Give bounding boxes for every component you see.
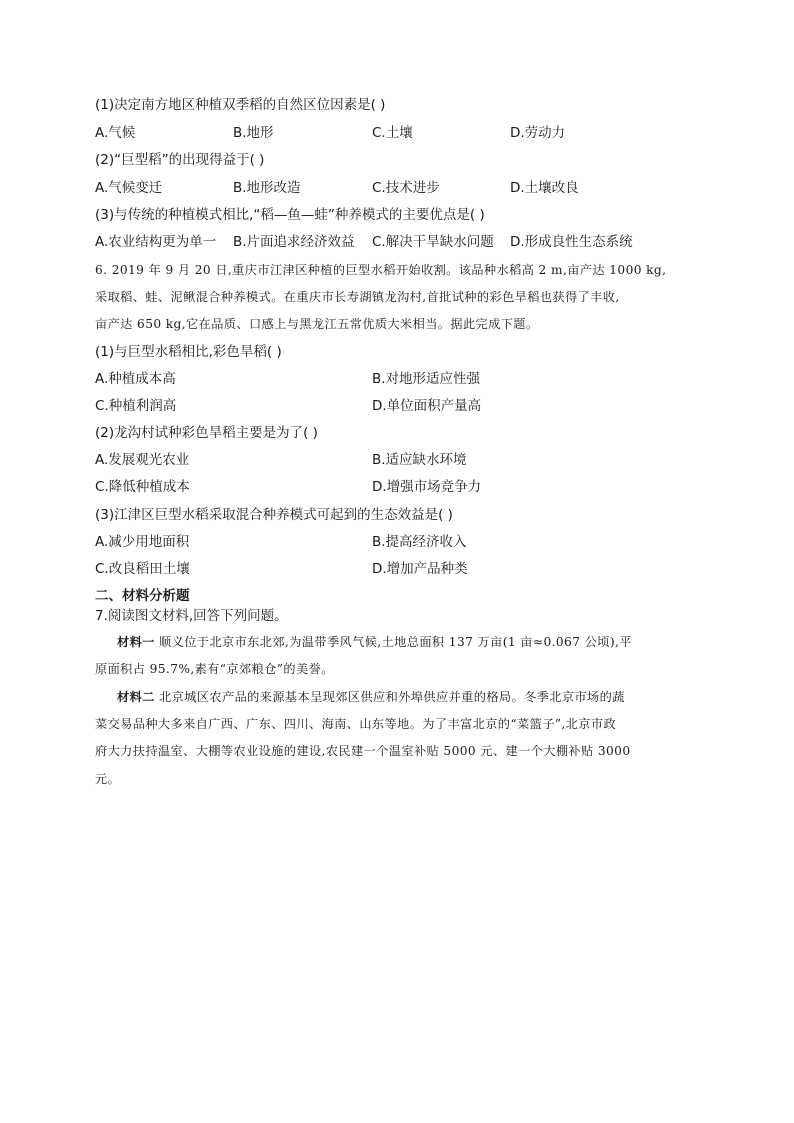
q6-sub3-option-b: B.提高经济收入 [372,534,467,550]
q7-stem: 7.阅读图文材料,回答下列问题。 [95,608,288,624]
q5-sub1-option-a: A.气候 [95,125,136,141]
q6-sub2-option-a: A.发展观光农业 [95,452,190,468]
q5-sub2-option-a: A.气候变迁 [95,180,163,196]
section-title: 二、材料分析题 [95,588,190,604]
q7-material2-label: 材料二 [117,690,155,704]
q5-sub3-option-c: C.解决干旱缺水问题 [372,234,494,250]
q5-sub2-stem: (2)“巨型稻”的出现得益于( ) [95,152,265,168]
q7-material2-line-3: 府大力扶持温室、大棚等农业设施的建设,农民建一个温室补贴 5000 元、建一个大棚补贴 3000 [95,744,631,758]
q7-material1-label: 材料一 [117,635,155,649]
q6-sub3-option-d: D.增加产品种类 [372,561,468,577]
q5-sub1-option-b: B.地形 [233,125,274,141]
q6-sub2-stem: (2)龙沟村试种彩色旱稻主要是为了( ) [95,425,318,441]
q6-intro-line-1: 6. 2019 年 9 月 20 日,重庆市江津区种植的巨型水稻开始收割。该品种水稻高 2 m,亩产达 1000 kg, [95,263,667,277]
q6-sub3-stem: (3)江津区巨型水稻采取混合种养模式可起到的生态效益是( ) [95,507,453,523]
q6-sub3-option-a: A.减少用地面积 [95,534,190,550]
q6-sub3-option-c: C.改良稻田土壤 [95,561,190,577]
q6-sub1-option-b: B.对地形适应性强 [372,371,481,387]
q6-sub1-stem: (1)与巨型水稻相比,彩色旱稻( ) [95,344,282,360]
q6-sub1-option-a: A.种植成本高 [95,371,176,387]
q5-sub1-option-d: D.劳动力 [510,125,566,141]
q5-sub3-option-a: A.农业结构更为单一 [95,234,217,250]
q6-sub1-option-d: D.单位面积产量高 [372,398,482,414]
q5-sub3-option-b: B.片面追求经济效益 [233,234,355,250]
q7-material1-line-2: 原面积占 95.7%,素有“京郊粮仓”的美誉。 [95,662,334,676]
q5-sub1-stem: (1)决定南方地区种植双季稻的自然区位因素是( ) [95,97,386,113]
q5-sub2-option-c: C.技术进步 [372,180,440,196]
q7-material2-line-1 [117,688,625,706]
q6-sub2-option-b: B.适应缺水环境 [372,452,467,468]
q7-material1-text-1: 顺义位于北京市东北郊,为温带季风气候,土地总面积 137 万亩(1 亩≈0.067 公顷),平 [154,635,632,649]
q6-sub2-option-c: C.降低种植成本 [95,479,190,495]
q7-material2-line-2: 菜交易品种大多来自广西、广东、四川、海南、山东等地。为了丰富北京的“菜篮子”,北京市政 [95,717,617,731]
q5-sub3-option-d: D.形成良性生态系统 [510,234,633,250]
q6-intro-line-3: 亩产达 650 kg,它在品质、口感上与黑龙江五常优质大米相当。据此完成下题。 [95,317,539,331]
q5-sub2-option-b: B.地形改造 [233,180,301,196]
q5-sub2-option-d: D.土壤改良 [510,180,579,196]
q7-material1-line-1 [117,633,632,651]
q7-material2-text-1: 北京城区农产品的来源基本呈现郊区供应和外埠供应并重的格局。冬季北京市场的蔬 [154,690,625,704]
q7-material2-line-4: 元。 [95,772,121,786]
q6-sub1-option-c: C.种植利润高 [95,398,177,414]
q5-sub3-stem: (3)与传统的种植模式相比,“稻—鱼—蛙”种养模式的主要优点是( ) [95,207,485,223]
q5-sub1-option-c: C.土壤 [372,125,413,141]
q6-sub2-option-d: D.增强市场竞争力 [372,479,482,495]
q6-intro-line-2: 采取稻、蛙、泥鳅混合种养模式。在重庆市长寿湖镇龙沟村,首批试种的彩色旱稻也获得了丰收, [95,290,620,304]
